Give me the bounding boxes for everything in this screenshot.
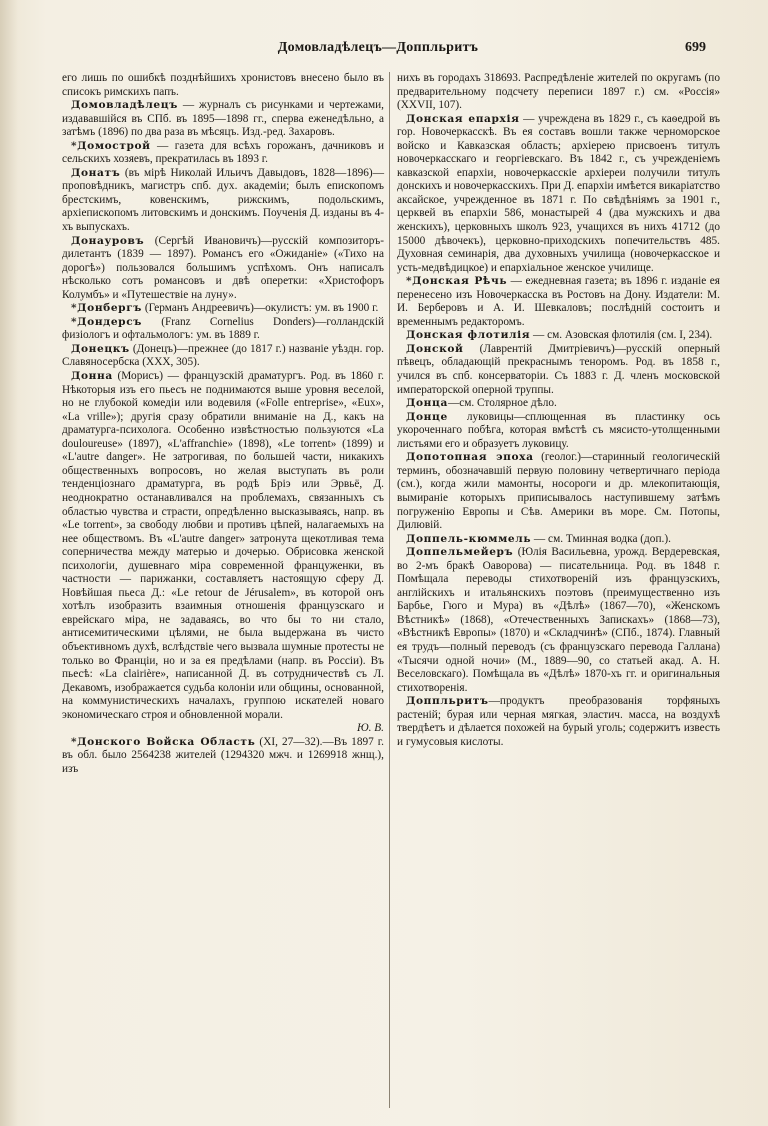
dictionary-entry — [62, 736, 384, 777]
entry-headword: *Домострой — [71, 139, 151, 152]
entry-text: нихъ въ городахъ 318693. Распредѣленіе жителей по округамъ (по предварительному подсчету переписи 1897 г.) см. «Россія» (XXVII, 107). — [397, 72, 720, 112]
dictionary-entry — [397, 451, 720, 532]
dictionary-entry — [397, 695, 720, 749]
entry-headword: Донце — [406, 410, 448, 423]
entry-text: (Лаврентій Дмитріевичъ)—русскій оперный пѣвецъ, обладающій прекраснымъ теноромъ. Род. въ 1858 г., учился въ спб. консерваторіи. Съ 1883 г. Д. членъ московской императорской оперной труппы. — [397, 342, 720, 396]
entry-headword: Донна — [71, 370, 113, 383]
entry-headword: *Донского Войска Область — [71, 735, 256, 748]
entry-headword: Доппельмейеръ — [406, 546, 514, 559]
dictionary-entry — [397, 275, 720, 329]
entry-text: —продуктъ преобразованія торфяныхъ растеній; бурая или черная мягкая, эластич. масса, на воздухѣ твердѣетъ и дѣлается похожей на бурый уголь; содержитъ известь и гумусовыя кислоты. — [397, 695, 720, 748]
entry-headword: Доппель-кюммель — [406, 532, 532, 545]
right-column — [397, 72, 720, 749]
entry-text: —см. Столярное дѣло. — [447, 397, 557, 410]
dictionary-entry — [62, 302, 384, 316]
entry-headword: Допотопная эпоха — [406, 451, 534, 464]
entry-text: — см. Тминная водка (доп.). — [531, 532, 671, 545]
entry-text: — учреждена въ 1829 г., съ каѳедрой въ гор. Новочеркасскѣ. Въ ея составъ вошли также черноморское войско и Кавказская область; архіерею присвоенъ титулъ новочеркасскаго и георгіевскаго. Въ 1842 г., съ учрежденіемъ кавказской епархіи, новочеркасскіе архіереи получили титулъ донскихъ и новочеркасскихъ. При Д. епархіи имѣется викаріатство аксайское, учрежденное въ 1871 г. По свѣдѣніямъ за 1901 г., церквей въ епархіи 586, монастырей 4 (два мужскихъ и два женскихъ), церковныхъ школъ 923, учащихся въ нихъ 41712 (до 15000 дѣвочекъ), церковно-приходскихъ попечительствъ 485. Духовная семинарія, два духовныхъ училища (новочеркасское и усть-медвѣдицкое) и епархіальное женское училище. — [397, 112, 721, 274]
running-title: Домовладѣлецъ—Доппльритъ — [277, 40, 479, 55]
entry-headword: Донецкъ — [71, 342, 130, 355]
entry-text: луковицы—сплющенная въ пластинку ось укороченнаго побѣга, которая вмѣстѣ съ мясисто-утолщенными листьями его и образуетъ луковицу. — [397, 410, 720, 450]
entry-text: его лишь по ошибкѣ позднѣйшихъ хронистовъ внесено было въ списокъ римскихъ папъ. — [62, 72, 384, 98]
entry-headword: Домовладѣлецъ — [71, 99, 178, 112]
dictionary-entry — [62, 99, 384, 140]
running-header — [58, 40, 706, 62]
dictionary-entry — [62, 235, 384, 303]
page-number: 699 — [685, 40, 706, 55]
entry-text: (Юлія Васильевна, урожд. Вердеревская, во 2-мъ бракѣ Оаворова) — писательница. Род. въ 1848 г. Помѣщала переводы стихотвореній изъ французскихъ, англійскихъ и итальянскихъ поэтовъ (преимущественно изъ Барбье, Гюго и Мура) въ «Дѣлѣ» (1867—70), «Женскомъ Вѣстникѣ» (1868), «Отечественныхъ Запискахъ» (1868—73), «Вѣстникѣ Европы» (1870) и «Складчинѣ» (СПб., 1874). Главный ея трудъ—полный переводъ (съ французскаго перевода Галлана) «Тысячи одной ночи» (М., 1889—90, со статьей акад. А. Н. Веселовскаго). Помѣщала въ «Дѣлѣ» 1870-хъ гг. и оригинальныя стихотворенія. — [397, 546, 720, 694]
entry-headword: Донская епархія — [406, 112, 520, 125]
entry-text: — газета для всѣхъ горожанъ, дачниковъ и сельскихъ хозяевъ, прекратилась въ 1893 г. — [62, 139, 384, 166]
dictionary-entry — [397, 329, 720, 343]
dictionary-entry — [397, 533, 720, 547]
dictionary-entry — [397, 397, 720, 411]
entry-headword: Донской — [406, 342, 464, 355]
entry-signature: Ю. В. — [356, 722, 384, 735]
entry-text: (Германъ Андреевичъ)—окулистъ: ум. въ 1900 г. — [142, 302, 379, 315]
entry-text: (Franz Cornelius Donders)—голландскій физіологъ и офтальмологъ: ум. въ 1889 г. — [62, 315, 384, 342]
entry-text: — журналъ съ рисунками и чертежами, издававшійся въ СПб. въ 1895—1898 гг., сперва еженедѣльно, а затѣмъ (1896) по два раза въ мѣсяцъ. Изд.-ред. Захаровъ. — [62, 99, 384, 139]
entry-text: (геолог.)—старинный геологическій терминъ, обозначавшій первую половину четвертичнаго періода (см.), когда жили мамонты, носороги и др. млекопитающія, вымираніе которыхъ приписывалось наступившему затѣмъ погруженію Европы и Сѣв. Америки въ море. См. Потопы, Дилювій. — [397, 451, 721, 532]
entry-text: — см. Азовская флотилія (см. I, 234). — [530, 329, 713, 342]
entry-headword: *Донбергъ — [71, 302, 143, 315]
dictionary-entry — [62, 343, 384, 370]
dictionary-entry — [62, 167, 384, 235]
entry-text: (въ мірѣ Николай Ильичъ Давыдовъ, 1828—1896)—проповѣдникъ, магистръ спб. дух. академіи; былъ епископомъ брестскимъ, ковенскимъ, рижскимъ, подольскимъ, архіепископомъ литовскимъ и донскимъ. Поученія Д. изданы въ 4-хъ выпускахъ. — [62, 166, 384, 234]
entry-text: (Морисъ) — французскій драматургъ. Род. въ 1860 г. Нѣкоторыя изъ его пьесъ не поднимаются выше уровня веселой, но не глубокой комедіи или водевиля («Folle entreprise», «Eux», «La vrille»); другія сразу обратили вниманіе на Д., какъ на драматурга-психолога. Особенно извѣстностью пользуются «La douloureuse» (1897), «L'affranchie» (1898), «Le torrent» (1899) и «L'autre danger». Не затрогивая, по большей части, никакихъ общественныхъ вопросовъ, но желая выступать въ роли тенденціознаго драматурга, въ родѣ Бріэ или Эрвьё, Д. неоднократно останавливался на проблемахъ, связанныхъ съ областью чувства и страсти, опредѣленно высказываясь, напр. въ «Le torrent», за свободу любви и противъ цѣпей, налагаемыхъ на нее обществомъ. Въ «L'autre danger» затронута щекотливая тема соперничества между матерью и дочерью. Обрисовка женской психологіи, душевнаго міра современной француженки, въ частности — парижанки, составляетъ настоящую сферу Д. Новѣйшая пьеса Д.: «Le retour de Jérusalem», въ которой онъ хотѣлъ изобразить взаимныя отношенія французскаго и еврейскаго міра, не задаваясь, во что бы то ни стало, антисемитическими цѣлями, не была выдержана въ чисто объективномъ духѣ, вслѣдствіе чего вызвала шумные протесты не только во Франціи, но и за ея предѣлами (напр. въ Россіи). Въ пьесѣ: «La clairière», написанной Д. въ сотрудничествѣ съ Л. Декавомъ, изображается судьба колоніи или общины, основанной, на коммунистическихъ началахъ, группою искателей новаго экономическаго строя и обновленной морали. — [62, 370, 384, 721]
dictionary-entry — [62, 316, 384, 343]
dictionary-entry — [397, 411, 720, 452]
entry-text: — ежедневная газета; въ 1896 г. изданіе ея перенесено изъ Новочеркасска въ Ростовъ на Дону. Издатели: М. И. Берберовъ и А. И. Шевкаловъ; послѣдній состоитъ и временнымъ редакторомъ. — [397, 275, 721, 328]
page-edge-shadow — [0, 0, 18, 1126]
dictionary-entry — [62, 72, 384, 99]
column-divider — [389, 72, 390, 1108]
dictionary-entry — [62, 140, 384, 167]
dictionary-entry — [62, 370, 384, 736]
entry-text: (Сергѣй Ивановичъ)—русскій композиторъ-дилетантъ (1839 — 1897). Романсъ его «Ожиданіе» («Тихо на дорогѣ») пользовался большимъ успѣхомъ. Онъ написалъ нѣсколько сотъ романсовъ и двѣ оперетки: «Христофоръ Колумбъ» и «Путешествіе на луну». — [62, 234, 384, 301]
entry-headword: Доппльритъ — [406, 695, 489, 708]
entry-text: (Донецъ)—прежнее (до 1817 г.) названіе уѣздн. гор. Славяносербска (XXX, 305). — [62, 342, 384, 369]
entry-headword: Донца — [406, 397, 448, 410]
entry-headword: *Дондерсъ — [71, 315, 142, 328]
entry-headword: Донатъ — [71, 166, 121, 179]
left-column — [62, 72, 384, 776]
entry-headword: Донауровъ — [71, 234, 145, 247]
dictionary-entry — [397, 343, 720, 397]
entry-headword: *Донская Рѣчь — [406, 275, 508, 288]
dictionary-entry — [397, 72, 720, 113]
dictionary-entry — [397, 113, 720, 276]
entry-headword: Донская флотилія — [406, 329, 531, 342]
entry-text: (XI, 27—32).—Въ 1897 г. въ обл. было 2564238 жителей (1294320 мжч. и 1269918 жнщ.), изъ — [62, 735, 384, 775]
dictionary-entry — [397, 546, 720, 695]
